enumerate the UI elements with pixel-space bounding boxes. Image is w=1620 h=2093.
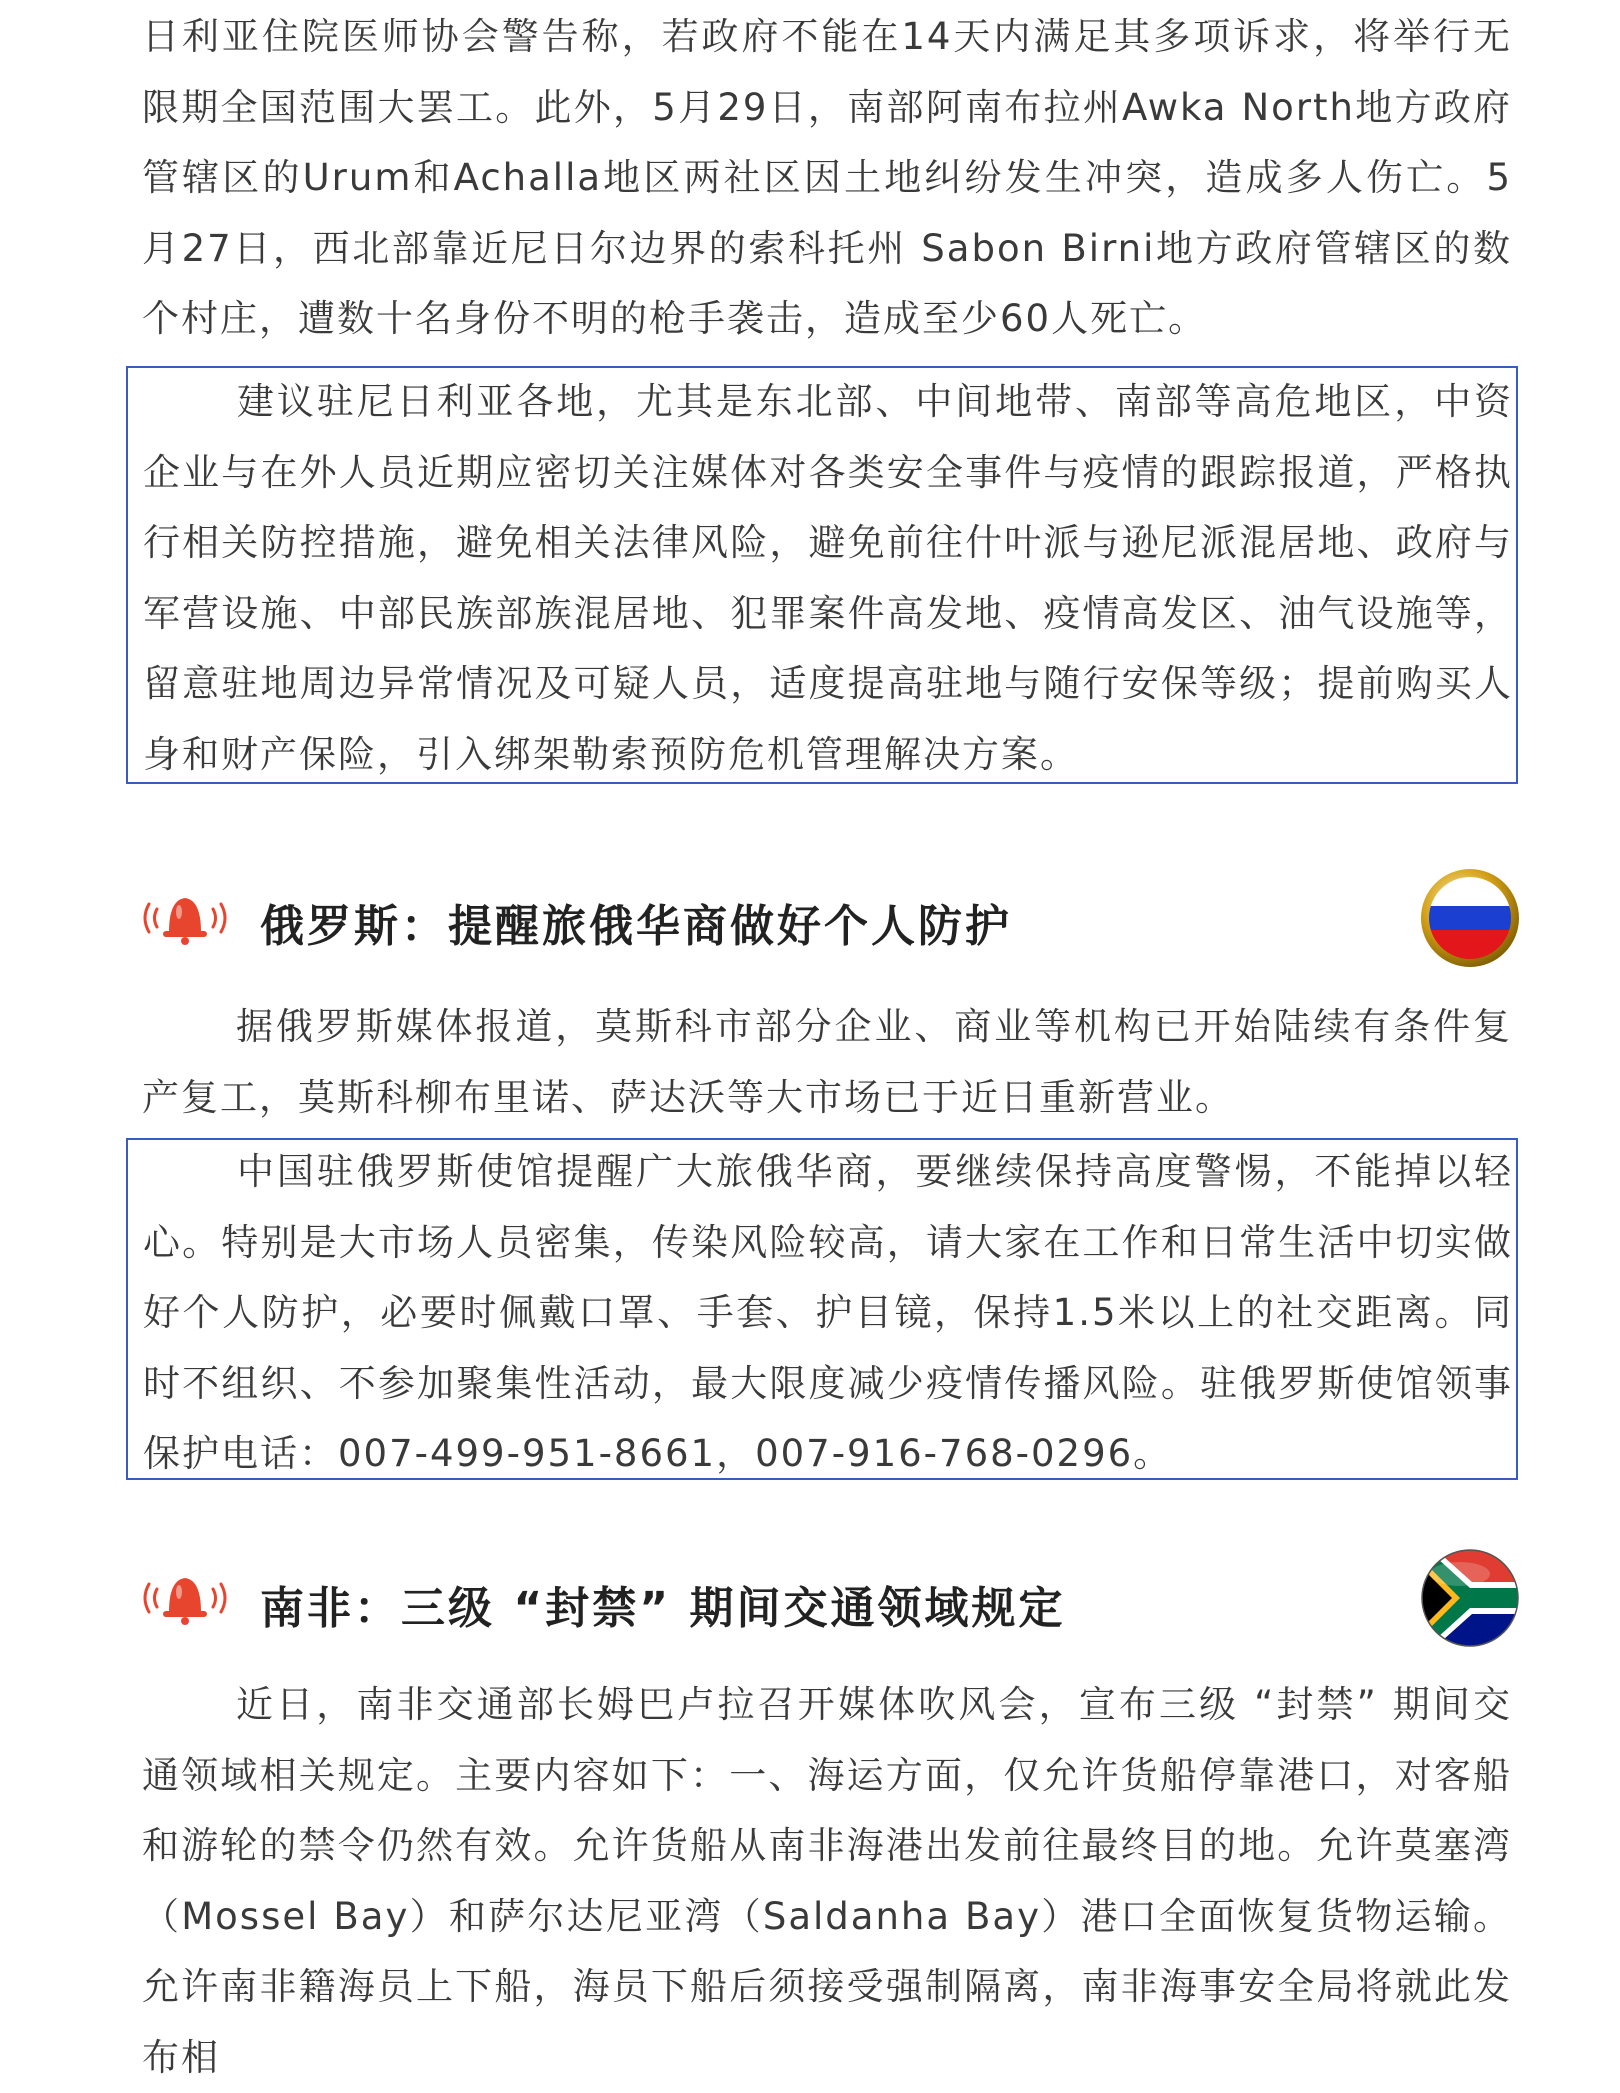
south-africa-section-heading: [130, 1548, 1520, 1658]
russia-section-heading: [130, 868, 1520, 978]
south-africa-news-paragraph: 近日，南非交通部长姆巴卢拉召开媒体吹风会，宣布三级 “封禁” 期间交通领域相关规定。主要内容如下：一、海运方面，仅允许货船停靠港口，对客船和游轮的禁令仍然有效。允许货船从南非海港出发前往最终目的地。允许莫塞湾（Mossel Bay）和萨尔达尼亚湾（Saldanha Bay）港口全面恢复货物运输。允许南非籍海员上下船，海员下船后须接受强制隔离，南非海事安全局将就此发布相: [142, 1683, 1512, 2079]
alarm-bell-icon: [135, 888, 235, 948]
russia-news-paragraph: 据俄罗斯媒体报道，莫斯科市部分企业、商业等机构已开始陆续有条件复产复工，莫斯科柳布里诺、萨达沃等大市场已于近日重新营业。: [142, 1005, 1512, 1119]
nigeria-advice-text: 建议驻尼日利亚各地，尤其是东北部、中间地带、南部等高危地区，中资企业与在外人员近期应密切关注媒体对各类安全事件与疫情的跟踪报道，严格执行相关防控措施，避免相关法律风险，避免前往什叶派与逊尼派混居地、政府与军营设施、中部民族部族混居地、犯罪案件高发地、疫情高发区、油气设施等，留意驻地周边异常情况及可疑人员，适度提高驻地与随行安保等级；提前购买人身和财产保险，引入绑架勒索预防危机管理解决方案。: [143, 380, 1513, 776]
russia-flag-icon: [1420, 868, 1520, 968]
nigeria-advice-box: [126, 366, 1518, 784]
russia-advice-box: [126, 1138, 1518, 1480]
south-africa-section-title: 南非：三级 “封禁” 期间交通领域规定: [260, 1583, 1066, 1634]
south-africa-flag-icon: [1420, 1548, 1520, 1648]
nigeria-incidents-paragraph: 日利亚住院医师协会警告称，若政府不能在14天内满足其多项诉求，将举行无限期全国范围大罢工。此外，5月29日，南部阿南布拉州Awka North地方政府管辖区的Urum和Achalla地区两社区因土地纠纷发生冲突，造成多人伤亡。5月27日，西北部靠近尼日尔边界的索科托州 Sabon Birni地方政府管辖区的数个村庄，遭数十名身份不明的枪手袭击，造成至少60人死亡。: [142, 15, 1512, 340]
russia-section-title: 俄罗斯：提醒旅俄华商做好个人防护: [260, 901, 1012, 952]
russia-advice-text: 中国驻俄罗斯使馆提醒广大旅俄华商，要继续保持高度警惕，不能掉以轻心。特别是大市场人员密集，传染风险较高，请大家在工作和日常生活中切实做好个人防护，必要时佩戴口罩、手套、护目镜，保持1.5米以上的社交距离。同时不组织、不参加聚集性活动，最大限度减少疫情传播风险。驻俄罗斯使馆领事保护电话：007-499-951-8661，007-916-768-0296。: [143, 1150, 1513, 1475]
alarm-bell-icon: [135, 1568, 235, 1628]
